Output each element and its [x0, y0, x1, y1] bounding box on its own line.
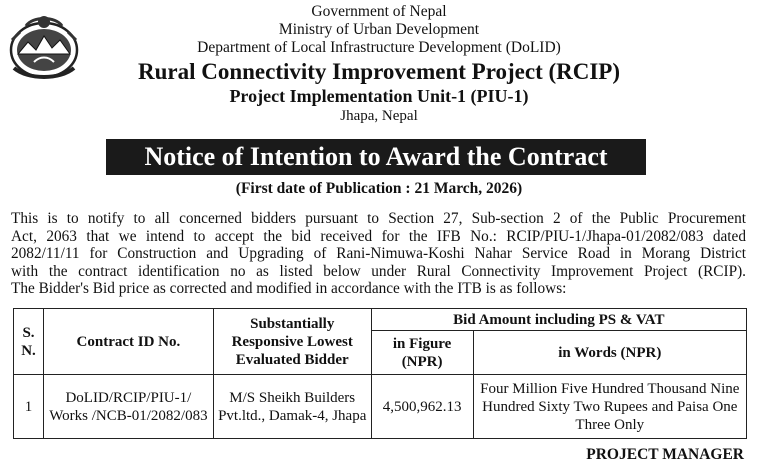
header-in-words: in Words (NPR) — [473, 331, 746, 375]
department-line: Department of Local Infrastructure Development (DoLID) — [197, 39, 561, 56]
body-line: with the contract identification no as listed below under Rural Connectivity Improvement Project (RCIP). — [11, 262, 746, 280]
government-line: Government of Nepal — [311, 3, 447, 20]
header-bid-amount: Bid Amount including PS & VAT — [371, 309, 746, 331]
location-line: Jhapa, Nepal — [340, 108, 418, 124]
cell-contract-id: DoLID/RCIP/PIU-1/ Works /NCB-01/2082/083 — [43, 375, 213, 439]
notice-body — [11, 210, 746, 298]
cell-in-figure: 4,500,962.13 — [371, 375, 473, 439]
ministry-line: Ministry of Urban Development — [278, 21, 480, 38]
publication-date: (First date of Publication : 21 March, 2026) — [235, 180, 523, 197]
project-title: Rural Connectivity Improvement Project (RCIP) — [137, 59, 621, 84]
unit-title: Project Implementation Unit-1 (PIU-1) — [229, 86, 529, 106]
header-contract-id: Contract ID No. — [43, 309, 213, 375]
document-header — [0, 3, 758, 126]
cell-in-words: Four Million Five Hundred Thousand Nine Hundred Sixty Two Rupees and Paisa One Three Only — [473, 375, 746, 439]
cell-sn: 1 — [14, 375, 44, 439]
table-row — [14, 375, 747, 439]
body-line: The Bidder's Bid price as corrected and modified in accordance with the ITB is as follows: — [11, 280, 567, 298]
body-line: This is to notify to all concerned bidders pursuant to Section 27, Sub-section 2 of the Public Procurement — [11, 210, 746, 227]
body-line: Act, 2063 that we intend to accept the bid received for the IFB No.: RCIP/PIU-1/Jhapa-01/2082/083 dated — [11, 227, 746, 245]
header-bidder: Substantially Responsive Lowest Evaluated Bidder — [213, 309, 371, 375]
award-table — [13, 308, 747, 439]
cell-bidder: M/S Sheikh Builders Pvt.ltd., Damak-4, Jhapa — [213, 375, 371, 439]
notice-title-banner: Notice of Intention to Award the Contract — [106, 139, 646, 175]
signature-title: PROJECT MANAGER — [586, 446, 744, 463]
header-sn: S. N. — [14, 309, 44, 375]
header-in-figure: in Figure (NPR) — [371, 331, 473, 375]
body-line: 2082/11/11 for Construction and Upgrading of Rani-Nimuwa-Koshi Nahar Service Road in Morang District — [11, 245, 746, 263]
